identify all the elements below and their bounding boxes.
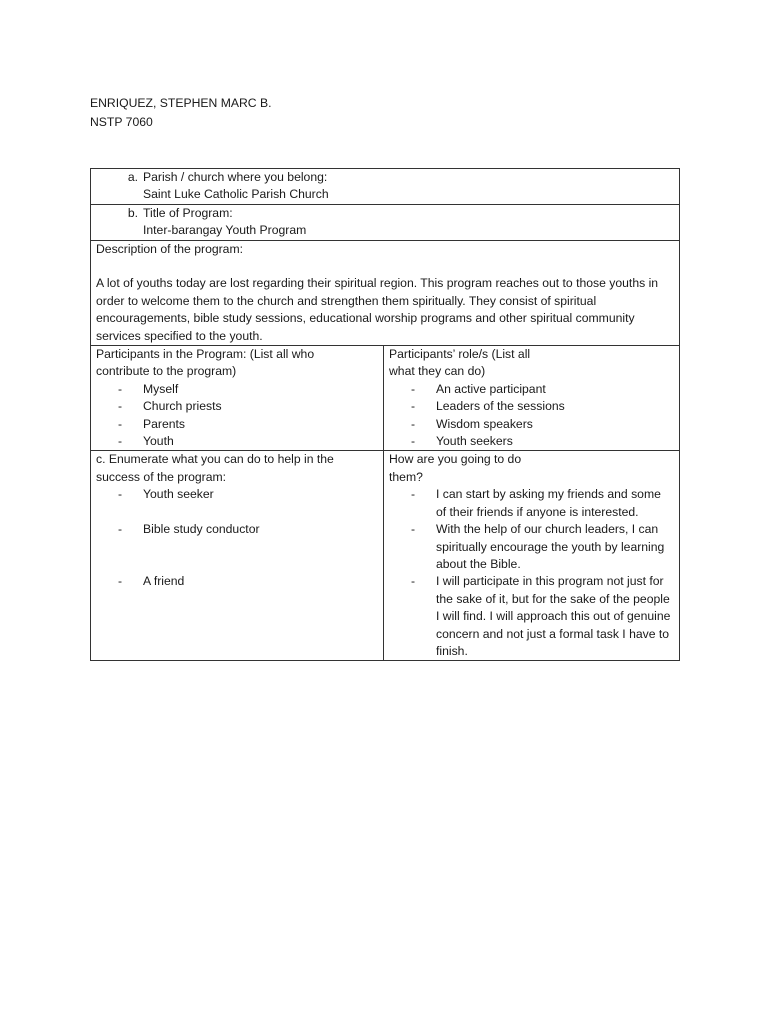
- item-marker-b: b.: [127, 205, 138, 220]
- list-item: - Youth: [96, 433, 378, 450]
- parish-row: [91, 169, 680, 205]
- dash-bullet: -: [411, 381, 416, 396]
- dash-bullet: -: [411, 487, 416, 502]
- roles-header-line2: what they can do): [389, 364, 486, 379]
- dash-bullet: -: [118, 399, 123, 414]
- roles-header-line1: Participants’ role/s (List all: [389, 347, 531, 362]
- list-item: - Church priests: [96, 398, 378, 415]
- enumerate-cell: [91, 451, 384, 661]
- dash-bullet: -: [118, 522, 123, 537]
- participants-header-line1: Participants in the Program: (List all who: [96, 347, 315, 362]
- program-form-table: [90, 168, 680, 661]
- parish-question: Parish / church where you belong:: [143, 170, 328, 184]
- roles-list: [389, 381, 674, 451]
- roles-cell: [384, 346, 680, 451]
- participants-row: [91, 346, 680, 451]
- how-header-line1: How are you going to do: [389, 452, 522, 467]
- dash-bullet: -: [118, 381, 123, 396]
- dash-bullet: -: [118, 574, 123, 589]
- participants-list: [96, 381, 378, 451]
- course-code: NSTP 7060: [90, 114, 153, 129]
- how-cell: [384, 451, 680, 661]
- enumerate-header-line1: c. Enumerate what you can do to help in the: [96, 452, 334, 467]
- description-cell: [91, 240, 680, 345]
- participants-header-line2: contribute to the program): [96, 364, 237, 379]
- program-title-row: [91, 204, 680, 240]
- dash-bullet: -: [411, 416, 416, 431]
- enumerate-list: [96, 486, 378, 590]
- dash-bullet: -: [411, 574, 416, 589]
- dash-bullet: -: [411, 399, 416, 414]
- list-item: - Leaders of the sessions: [389, 398, 674, 415]
- student-name: ENRIQUEZ, STEPHEN MARC B.: [90, 96, 272, 110]
- parish-answer: Saint Luke Catholic Parish Church: [143, 187, 329, 202]
- list-item: - Parents: [96, 416, 378, 433]
- how-header-line2: them?: [389, 469, 423, 484]
- document-header: [90, 94, 271, 131]
- list-item: - A friend: [96, 573, 378, 590]
- enumerate-header-line2: success of the program:: [96, 469, 227, 484]
- list-item: - I can start by asking my friends and some of their friends if anyone is interested.: [389, 486, 674, 521]
- description-label: Description of the program:: [96, 241, 243, 256]
- dash-bullet: -: [118, 416, 123, 431]
- list-item: - An active participant: [389, 381, 674, 398]
- actions-row: [91, 451, 680, 661]
- list-item: - Myself: [96, 381, 378, 398]
- dash-bullet: -: [411, 434, 416, 449]
- how-list: [389, 486, 674, 660]
- dash-bullet: -: [118, 434, 123, 449]
- program-title-answer: Inter-barangay Youth Program: [143, 223, 307, 238]
- parish-cell: [91, 169, 680, 205]
- program-title-question: Title of Program:: [143, 205, 233, 220]
- list-item: - Youth seeker: [96, 486, 378, 503]
- list-item: - Youth seekers: [389, 433, 674, 450]
- description-text: A lot of youths today are lost regarding their spiritual region. This program reaches out to those youths in order to welcome them to the church and strengthen them spiritually. They consist of spiritual encouragements, bible study sessions, educational worship programs and other spiritual community services specified to the youth.: [96, 276, 659, 343]
- participants-cell: [91, 346, 384, 451]
- dash-bullet: -: [118, 487, 123, 502]
- dash-bullet: -: [411, 522, 416, 537]
- list-item: - Wisdom speakers: [389, 416, 674, 433]
- description-row: [91, 240, 680, 345]
- list-item: - I will participate in this program not just for the sake of it, but for the sake of the people I will find. I will approach this out of genuine concern and not just a formal task I have to finish.: [389, 573, 674, 660]
- list-item: - Bible study conductor: [96, 521, 378, 538]
- list-item: - With the help of our church leaders, I can spiritually encourage the youth by learning about the Bible.: [389, 521, 674, 573]
- item-marker-a: a.: [127, 170, 138, 184]
- program-title-cell: [91, 204, 680, 240]
